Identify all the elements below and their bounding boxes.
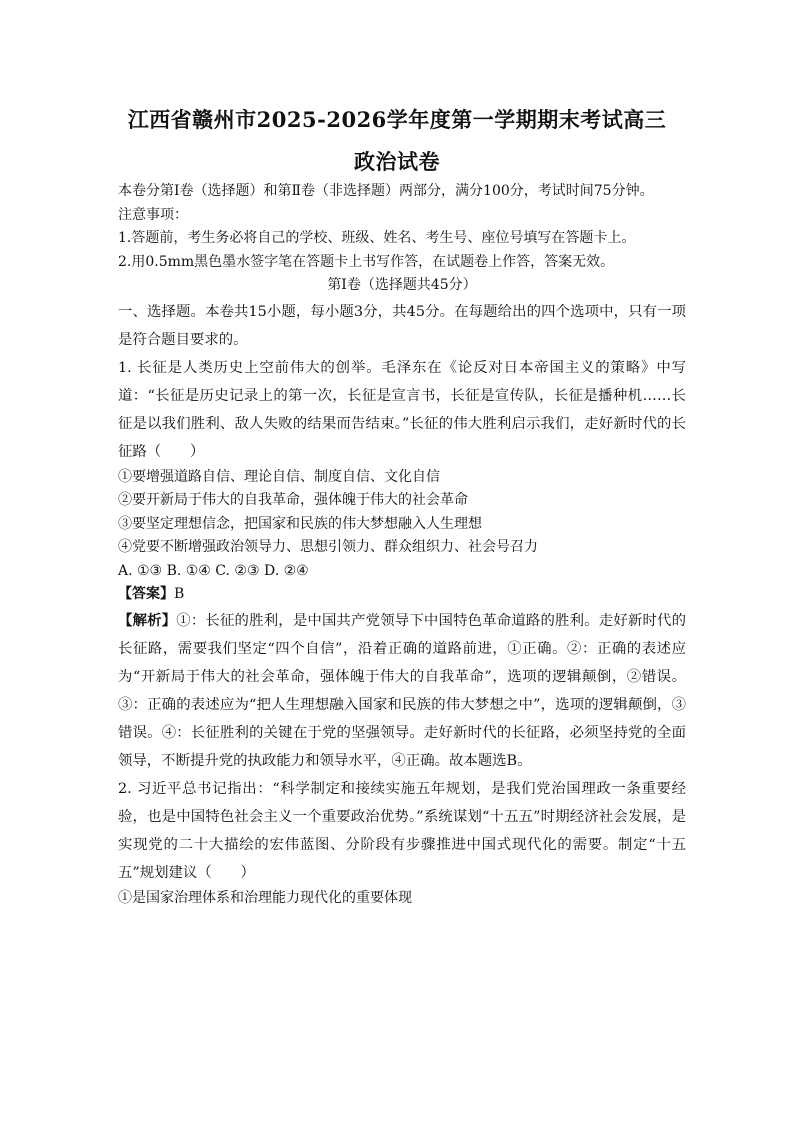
exam-intro: 本卷分第Ⅰ卷（选择题）和第Ⅱ卷（非选择题）两部分，满分100分，考试时间75分钟。 (118, 183, 654, 199)
document-subtitle: 政治试卷 (354, 149, 440, 174)
analysis-text: ①：长征的胜利，是中国共产党领导下中国特色革命道路的胜利。走好新时代的长征路，需要我们坚定“四个自信”，沿着正确的道路前进，①正确。②：正确的表述应为“开新局于伟大的社会革命，强体魄于伟大的自我革命”，选项的逻辑颠倒，②错误。③：正确的表述应为“把人生理想融入国家和民族的伟大梦想之中”，选项的逻辑颠倒，③错误。④：长征胜利的关键在于党的坚强领导。走好新时代的长征路，必须坚持党的全面领导，不断提升党的执政能力和领导水平，④正确。故本题选B。 (118, 612, 686, 769)
section-instructions: 一、选择题。本卷共15小题，每小题3分，共45分。在每题给出的四个选项中，只有一项是符合题目要求的。 (118, 303, 686, 348)
question-2-stem: 2. 习近平总书记指出：“科学制定和接续实施五年规划，是我们党治国理政一条重要经验，也是中国特色社会主义一个重要政治优势。”系统谋划“十五五”时期经济社会发展，是实现党的二十大描绘的宏伟蓝图、分阶段有步骤推进中国式现代化的需要。制定“十五五”规划建议（ ） (118, 780, 686, 881)
question-1-option-2: ②要开新局于伟大的自我革命，强体魄于伟大的社会革命 (118, 492, 468, 508)
answer-value: B (174, 586, 185, 602)
note-1: 1.答题前，考生务必将自己的学校、班级、姓名、考生号、座位号填写在答题卡上。 (118, 230, 636, 246)
document-title: 江西省赣州市2025-2026学年度第一学期期末考试高三 (127, 107, 667, 132)
question-1-option-1: ①要增强道路自信、理论自信、制度自信、文化自信 (118, 468, 440, 485)
question-1-answer (118, 583, 686, 607)
analysis-label: 【解析】 (118, 611, 177, 629)
question-1-choices: A. ①③ B. ①④ C. ②③ D. ②④ (118, 562, 309, 579)
notes-heading: 注意事项： (118, 206, 188, 223)
question-2-option-1: ①是国家治理体系和治理能力现代化的重要体现 (118, 889, 412, 906)
question-1-stem: 1. 长征是人类历史上空前伟大的创举。毛泽东在《论反对日本帝国主义的策略》中写道：“长征是历史记录上的第一次，长征是宣言书，长征是宣传队，长征是播种机……长征是以我们胜利、敌人失败的结果而告结束。”长征的伟大胜利启示我们，走好新时代的长征路（ ） (118, 359, 686, 460)
note-2: 2.用0.5mm黑色墨水签字笔在答题卡上书写作答，在试题卷上作答，答案无效。 (118, 253, 615, 270)
section-title: 第Ⅰ卷（选择题共45分） (327, 277, 477, 293)
question-1-option-3: ③要坚定理想信念，把国家和民族的伟大梦想融入人生理想 (118, 515, 482, 532)
question-1-analysis (118, 607, 686, 775)
document-body (118, 180, 686, 910)
answer-label: 【答案】 (118, 586, 174, 602)
question-1-option-4: ④党要不断增强政治领导力、思想引领力、群众组织力、社会号召力 (118, 539, 538, 555)
